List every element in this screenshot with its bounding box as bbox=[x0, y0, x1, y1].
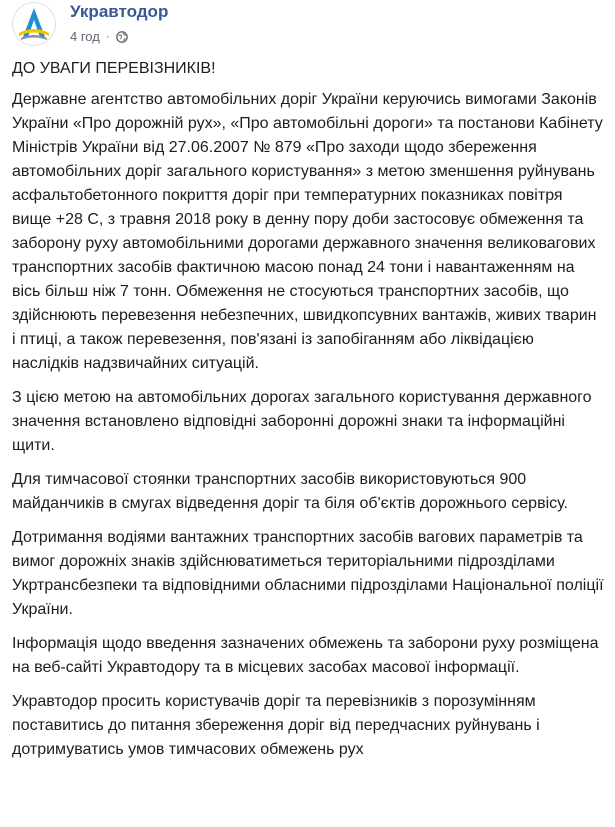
post-text bbox=[12, 57, 604, 772]
post-paragraph: Укравтодор просить користувачів доріг та перевізників з порозумінням поставитись до питання збереження доріг від передчасних руйнувань і дотримуватись умов тимчасових обмежень рух bbox=[12, 693, 540, 758]
globe-icon[interactable] bbox=[116, 31, 128, 43]
post-meta bbox=[70, 29, 128, 44]
post-paragraph: Для тимчасової стоянки транспортних засобів використовуються 900 майданчиків в смугах відведення доріг та біля об'єктів дорожнього сервісу. bbox=[12, 471, 568, 512]
post-paragraph: Інформація щодо введення зазначених обмежень та заборони руху розміщена на веб-сайті Укравтодору та в місцевих засобах масової інформації. bbox=[12, 635, 599, 676]
post-paragraph: З цією метою на автомобільних дорогах загального користування державного значення встановлено відповідні заборонні дорожні знаки та інформаційні щити. bbox=[12, 389, 592, 454]
page-name-link[interactable]: Укравтодор bbox=[70, 2, 169, 21]
ukravtodor-logo-icon bbox=[13, 3, 55, 45]
post-paragraph: Державне агентство автомобільних доріг України керуючись вимогами Законів України «Про дорожній рух», «Про автомобільні дороги» та постанови Кабінету Міністрів України від 27.06.2007 № 879 «Про заходи щодо збереження автомобільних доріг загального користування» з метою зменшення руйнувань асфальтобетонного покриття доріг при температурних показниках повітря вище +28 С, з травня 2018 року в денну пору доби застосовує обмеження та заборону руху автомобільними дорогами державного значення великовагових транспортних засобів фактичною масою понад 24 тони і навантаженням на вісь більш ніж 7 тонн. Обмеження не стосуються транспортних засобів, що здійснюють перевезення небезпечних, швидкопсувних вантажів, живих тварин і птиці, а також перевезення, пов'язані із запобіганням або ліквідацією наслідків надзвичайних ситуацій. bbox=[12, 91, 603, 372]
post-paragraph: Дотримання водіями вантажних транспортних засобів вагових параметрів та вимог дорожніх знаків здійснюватиметься територіальними підрозділами Укртрансбезпеки та відповідними обласними підрозділами Національної поліції України. bbox=[12, 529, 604, 618]
meta-separator: · bbox=[105, 30, 110, 43]
post-timestamp[interactable]: 4 год bbox=[70, 29, 100, 44]
page-avatar[interactable] bbox=[12, 2, 56, 46]
post-title: ДО УВАГИ ПЕРЕВІЗНИКІВ! bbox=[12, 60, 216, 77]
post-header bbox=[12, 0, 602, 52]
